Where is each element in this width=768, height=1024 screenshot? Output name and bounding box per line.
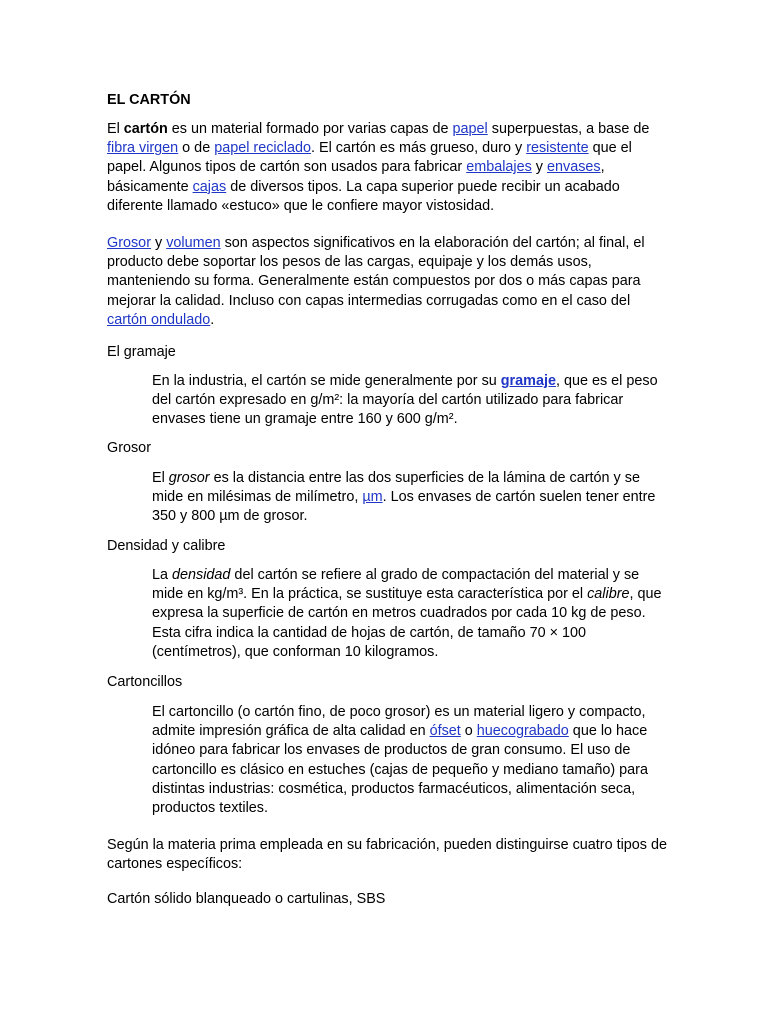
text: es un material formado por varias capas de <box>167 121 453 137</box>
link-envases[interactable]: envases <box>547 159 601 176</box>
text: o de <box>178 140 215 157</box>
link-papel[interactable]: papel <box>452 121 488 137</box>
text: de diversos tipos. La capa superior puede recibir un acabado diferente llamado «estuco» que le confiere mayor vistosidad. <box>107 178 620 214</box>
link-ofset[interactable]: ófset <box>429 723 461 740</box>
link-papel-reciclado[interactable]: papel reciclado <box>214 140 312 157</box>
link-gramaje[interactable]: gramaje <box>500 373 556 389</box>
heading-gramaje: El gramaje <box>107 344 176 360</box>
link-fibra-virgen[interactable]: fibra virgen <box>107 140 179 157</box>
text: , que expresa la superficie de cartón en metros cuadrados por cada 10 kg de peso. Esta cifra indica la cantidad de hojas de cartón, de tamaño 70 × 100 (centímetros), que conforman 10 kilogramos. <box>152 586 662 660</box>
text: El <box>107 121 124 137</box>
paragraph-cartoncillos <box>152 703 667 818</box>
link-huecograbado[interactable]: huecograbado <box>476 723 569 740</box>
text: y <box>150 235 167 251</box>
text: . <box>210 311 215 328</box>
paragraph-tipos-cartones: Según la materia prima empleada en su fabricación, pueden distinguirse cuatro tipos de cartones específicos: <box>107 837 667 873</box>
text: y <box>531 159 548 176</box>
text: o <box>460 723 477 740</box>
text: del cartón se refiere al grado de compactación del material y se mide en kg/m³. En la práctica, se sustituye esta característica por el <box>152 567 640 603</box>
heading-cartoncillos: Cartoncillos <box>107 674 183 690</box>
text: El cartoncillo (o cartón fino, de poco grosor) es un material ligero y compacto, admite impresión gráfica de alta calidad en <box>152 704 646 740</box>
link-embalajes[interactable]: embalajes <box>466 159 532 176</box>
paragraph-gramaje <box>152 372 667 430</box>
text: . Los envases de cartón suelen tener entre 350 y 800 µm de grosor. <box>152 489 656 525</box>
text: El <box>152 470 169 486</box>
term-grosor: grosor <box>168 470 210 486</box>
text: . El cartón es más grueso, duro y <box>311 140 527 157</box>
text: superpuestas, a base de <box>487 121 650 137</box>
text: es la distancia entre las dos superficies de la lámina de cartón y se mide en milésimas de milímetro, <box>152 470 640 506</box>
link-resistente[interactable]: resistente <box>526 140 589 157</box>
paragraph-grosor <box>152 469 667 527</box>
link-carton-ondulado[interactable]: cartón ondulado <box>107 311 211 328</box>
term-densidad: densidad <box>172 567 231 583</box>
heading-densidad-calibre: Densidad y calibre <box>107 538 226 554</box>
text: , básicamente <box>107 159 605 195</box>
text: En la industria, el cartón se mide generalmente por su <box>152 373 501 389</box>
text: , que es el peso del cartón expresado en g/m²: la mayoría del cartón utilizado para fabricar envases tiene un gramaje entre 160 y 600 g/m². <box>152 373 658 428</box>
term-carton: cartón <box>123 121 168 137</box>
text: que el papel. Algunos tipos de cartón son usados para fabricar <box>107 140 632 176</box>
paragraph-intro <box>107 120 667 216</box>
link-cajas[interactable]: cajas <box>192 178 227 195</box>
heading-carton-solido: Cartón sólido blanqueado o cartulinas, SBS <box>107 891 386 907</box>
text: que lo hace idóneo para fabricar los envases de productos de gran consumo. El uso de cartoncillo es clásico en estuches (cajas de pequeño y mediano tamaño) para distintas industrias: cosmética, productos farmacéuticos, alimentación seca, productos textiles. <box>152 723 648 817</box>
link-micrometro[interactable]: µm <box>362 489 383 506</box>
text: son aspectos significativos en la elaboración del cartón; al final, el producto debe soportar los pesos de las cargas, equipaje y los demás usos, manteniendo su forma. Generalmente están compuestos por dos o más capas para mejorar la calidad. Incluso con capas intermedias corrugadas como en el caso del <box>107 235 645 309</box>
term-calibre: calibre <box>587 586 630 603</box>
paragraph-densidad <box>152 566 667 662</box>
paragraph-grosor-volumen <box>107 234 667 330</box>
heading-grosor: Grosor <box>107 440 151 456</box>
document-title: EL CARTÓN <box>107 92 191 108</box>
text: La <box>152 567 173 583</box>
link-grosor[interactable]: Grosor <box>107 235 151 251</box>
link-volumen[interactable]: volumen <box>166 235 221 251</box>
